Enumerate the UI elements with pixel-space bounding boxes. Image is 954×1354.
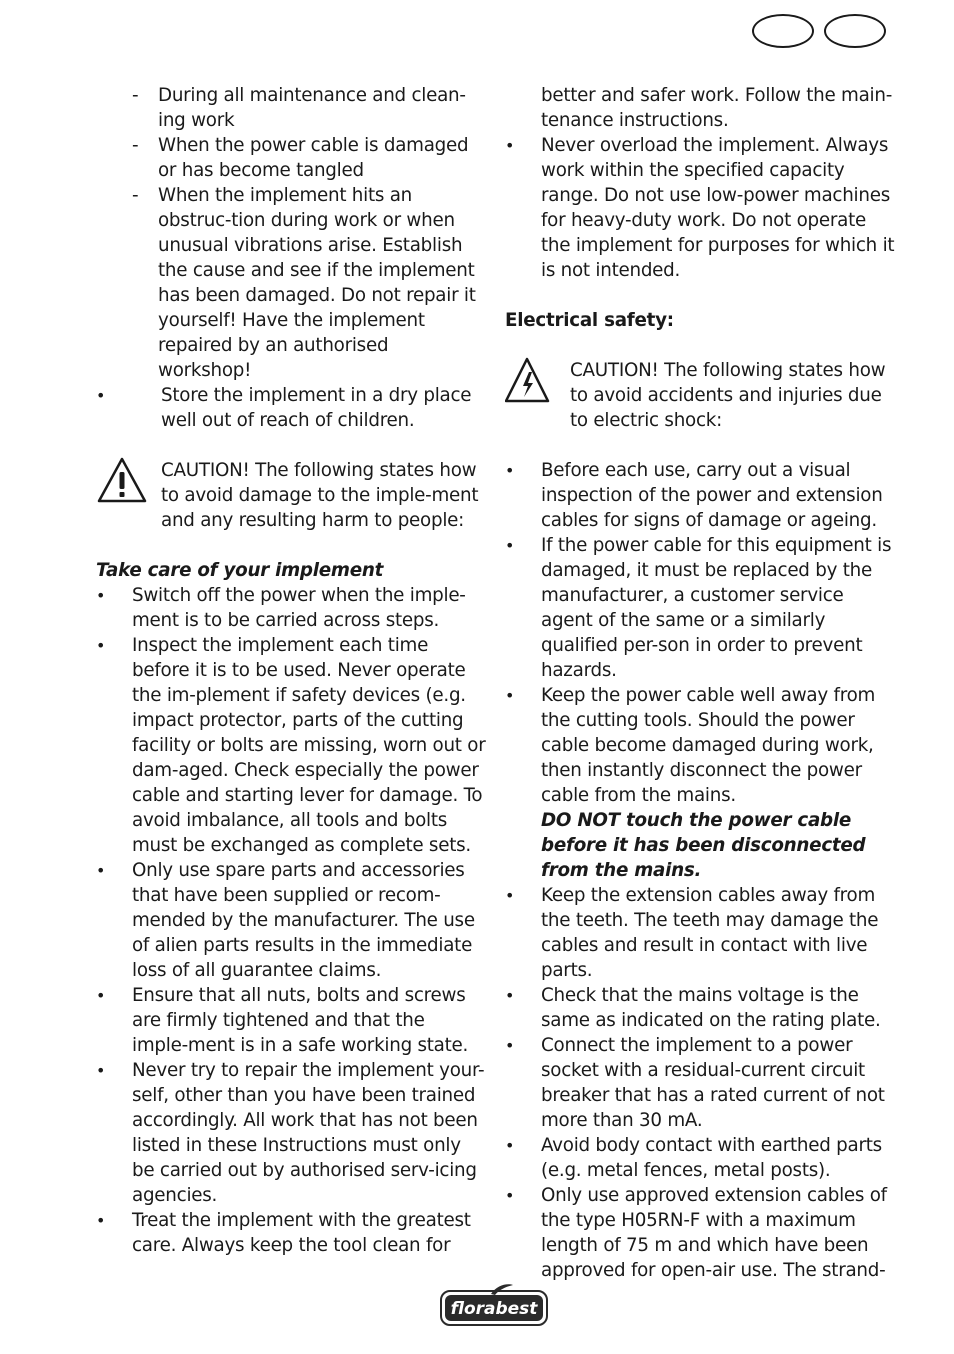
list-item: • Keep the power cable well away from the cutting tools. Should the power cable become damaged during work, then instantly disconnect the power cable from the mains. DO NOT touch the power cable before it has been disconnected from the mains.: [505, 683, 900, 883]
logo-text: florabest: [450, 1299, 538, 1319]
florabest-logo: [439, 1283, 549, 1327]
list-item: • Avoid body contact with earthed parts (e.g. metal fences, metal posts).: [505, 1135, 882, 1181]
section-heading: Electrical safety:: [505, 310, 674, 331]
list-item: • Inspect the implement each time before it is to be used. Never operate the im-plement if safety devices (e.g. impact protector, parts of the cutting facility or bolts are missing, worn out or dam-aged. Check especially the power cable and starting lever for damage. To avoid imbalance, all tools and bolts must be exchanged as complete sets.: [96, 635, 486, 856]
warning-exclamation-icon: [96, 456, 148, 504]
list-item: • Before each use, carry out a visual inspection of the power and extension cables for signs of damage or ageing.: [505, 460, 883, 531]
caution-text: CAUTION! The following states how to avoid accidents and injuries due to electric shock:: [570, 360, 886, 431]
electric-hazard-icon: [505, 356, 557, 404]
list-item: • Treat the implement with the greatest care. Always keep the tool clean for: [96, 1210, 471, 1256]
keep-away-text: Keep the power cable well away from the cutting tools. Should the power cable become damaged during work, then instantly disconnect the power cable from the mains.: [541, 685, 876, 806]
dash-item: - During all maintenance and clean-ing work: [132, 85, 466, 131]
dash-item: - When the power cable is damaged or has become tangled: [132, 135, 469, 181]
list-item: • Ensure that all nuts, bolts and screws are firmly tightened and that the imple-ment is in a safe working state.: [96, 985, 469, 1056]
caution-block: [505, 358, 900, 433]
list-item: • If the power cable for this equipment is damaged, it must be replaced by the manufacturer, a customer service agent of the same or a similarly qualified per-son in order to prevent hazards.: [505, 535, 892, 681]
warning-emphasis: DO NOT touch the power cable before it has been disconnected from the mains.: [541, 810, 866, 881]
left-column: [96, 83, 486, 1258]
caution-block: [96, 458, 486, 533]
list-item: • Only use approved extension cables of the type H05RN-F with a maximum length of 75 m and which have been approved for open-air use. The strand-: [505, 1185, 887, 1281]
right-column: [505, 83, 900, 1283]
list-item: • Never try to repair the implement your-self, other than you have been trained accordingly. All work that has not been listed in these Instructions must only be carried out by authorised serv-icing agencies.: [96, 1060, 485, 1206]
list-item: • Check that the mains voltage is the same as indicated on the rating plate.: [505, 985, 881, 1031]
store-bullet: • Store the implement in a dry place well out of reach of children.: [96, 385, 472, 431]
list-item: • Switch off the power when the imple-ment is to be carried across steps.: [96, 585, 466, 631]
dash-item: - When the implement hits an obstruc-tion during work or when unusual vibrations arise. Establish the cause and see if the implement has been damaged. Do not repair it yourself! Have the implement repaired by an authorised workshop!: [132, 185, 476, 381]
caution-text: CAUTION! The following states how to avoid damage to the imple-ment and any resulting harm to people:: [161, 460, 479, 531]
language-oval-2: [824, 14, 886, 48]
list-item: • Keep the extension cables away from the teeth. The teeth may damage the cables and result in contact with live parts.: [505, 885, 879, 981]
language-oval-1: [752, 14, 814, 48]
list-item: • Never overload the implement. Always work within the specified capacity range. Do not use low-power machines for heavy-duty work. Do not operate the implement for purposes for which it is not intended.: [505, 135, 895, 281]
list-item: • Connect the implement to a power socket with a residual-current circuit breaker that has a rated current of not more than 30 mA.: [505, 1035, 885, 1131]
list-item: • Only use spare parts and accessories that have been supplied or recom-mended by the manufacturer. The use of alien parts results in the immediate loss of all guarantee claims.: [96, 860, 475, 981]
continuation-text: better and safer work. Follow the main-tenance instructions.: [541, 85, 893, 131]
language-tabs: [752, 14, 886, 48]
section-heading: Take care of your implement: [96, 560, 384, 581]
